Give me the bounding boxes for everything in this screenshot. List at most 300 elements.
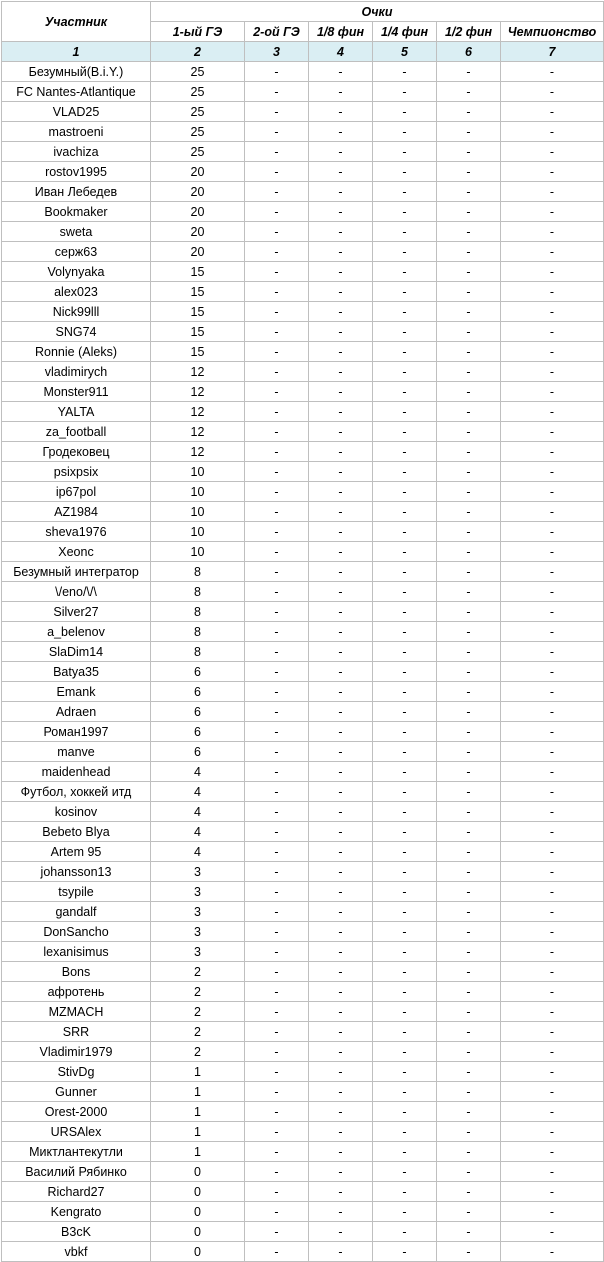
points-cell: - <box>501 762 604 782</box>
points-cell: - <box>309 902 373 922</box>
table-row <box>2 982 604 1002</box>
points-cell-group1: 20 <box>151 162 245 182</box>
points-cell: - <box>309 102 373 122</box>
points-cell: - <box>309 542 373 562</box>
points-cell: - <box>501 962 604 982</box>
participant-name: Миктлантекутли <box>2 1142 151 1162</box>
points-cell: - <box>309 362 373 382</box>
table-row <box>2 542 604 562</box>
points-cell: - <box>309 382 373 402</box>
points-cell: - <box>245 822 309 842</box>
table-row <box>2 282 604 302</box>
column-number-row <box>2 42 604 62</box>
points-cell: - <box>373 1202 437 1222</box>
table-row <box>2 842 604 862</box>
points-cell: - <box>373 102 437 122</box>
table-row <box>2 322 604 342</box>
points-cell: - <box>501 902 604 922</box>
stage-header-quarter: 1/4 фин <box>373 22 437 42</box>
points-cell: - <box>437 522 501 542</box>
points-cell-group1: 0 <box>151 1242 245 1262</box>
points-cell: - <box>437 1162 501 1182</box>
points-cell-group1: 3 <box>151 902 245 922</box>
points-cell: - <box>245 422 309 442</box>
points-cell: - <box>309 482 373 502</box>
points-cell: - <box>437 682 501 702</box>
table-row <box>2 1042 604 1062</box>
points-cell: - <box>437 482 501 502</box>
points-cell: - <box>373 1102 437 1122</box>
points-cell: - <box>245 1222 309 1242</box>
participant-name: SNG74 <box>2 322 151 342</box>
points-cell-group1: 6 <box>151 702 245 722</box>
points-cell: - <box>309 622 373 642</box>
points-cell: - <box>437 1042 501 1062</box>
points-cell: - <box>245 282 309 302</box>
points-cell-group1: 12 <box>151 422 245 442</box>
table-row <box>2 502 604 522</box>
points-cell: - <box>373 762 437 782</box>
points-cell: - <box>437 962 501 982</box>
points-cell: - <box>437 1142 501 1162</box>
table-row <box>2 82 604 102</box>
participant-name: johansson13 <box>2 862 151 882</box>
points-cell: - <box>437 162 501 182</box>
table-row <box>2 222 604 242</box>
points-cell: - <box>245 362 309 382</box>
points-cell: - <box>245 942 309 962</box>
participant-name: StivDg <box>2 1062 151 1082</box>
points-cell: - <box>373 162 437 182</box>
table-row <box>2 1062 604 1082</box>
points-cell: - <box>309 422 373 442</box>
points-cell: - <box>373 342 437 362</box>
points-cell: - <box>373 782 437 802</box>
table-row <box>2 1162 604 1182</box>
table-row <box>2 1202 604 1222</box>
points-cell: - <box>245 882 309 902</box>
points-cell: - <box>501 802 604 822</box>
points-cell: - <box>373 1082 437 1102</box>
points-cell: - <box>309 262 373 282</box>
stage-header-group1: 1-ый ГЭ <box>151 22 245 42</box>
points-cell: - <box>501 862 604 882</box>
points-cell: - <box>437 862 501 882</box>
points-cell: - <box>501 722 604 742</box>
points-cell: - <box>309 182 373 202</box>
points-cell-group1: 12 <box>151 362 245 382</box>
participant-name: DonSancho <box>2 922 151 942</box>
points-cell: - <box>437 782 501 802</box>
points-cell: - <box>437 222 501 242</box>
points-cell: - <box>245 1142 309 1162</box>
points-cell: - <box>373 1042 437 1062</box>
points-cell-group1: 6 <box>151 682 245 702</box>
points-cell: - <box>373 82 437 102</box>
points-cell-group1: 10 <box>151 542 245 562</box>
participant-name: vladimirych <box>2 362 151 382</box>
points-cell: - <box>501 1202 604 1222</box>
points-cell: - <box>437 602 501 622</box>
points-cell: - <box>309 1042 373 1062</box>
points-cell-group1: 4 <box>151 842 245 862</box>
points-cell: - <box>501 662 604 682</box>
points-cell: - <box>373 122 437 142</box>
points-cell-group1: 0 <box>151 1182 245 1202</box>
points-cell-group1: 12 <box>151 442 245 462</box>
points-cell-group1: 10 <box>151 522 245 542</box>
points-cell-group1: 20 <box>151 222 245 242</box>
table-row <box>2 902 604 922</box>
points-cell: - <box>309 1182 373 1202</box>
points-cell: - <box>245 442 309 462</box>
table-row <box>2 562 604 582</box>
points-cell: - <box>437 1062 501 1082</box>
points-cell: - <box>501 262 604 282</box>
standings-table <box>1 1 604 1262</box>
points-cell: - <box>373 922 437 942</box>
table-row <box>2 462 604 482</box>
points-cell: - <box>373 1242 437 1262</box>
points-cell-group1: 2 <box>151 1042 245 1062</box>
points-cell: - <box>245 562 309 582</box>
points-cell: - <box>309 82 373 102</box>
points-cell: - <box>501 882 604 902</box>
points-cell-group1: 25 <box>151 142 245 162</box>
points-cell: - <box>309 462 373 482</box>
points-cell-group1: 8 <box>151 602 245 622</box>
points-cell: - <box>309 522 373 542</box>
points-cell: - <box>501 1242 604 1262</box>
points-cell: - <box>437 982 501 1002</box>
points-cell-group1: 25 <box>151 122 245 142</box>
points-cell-group1: 3 <box>151 862 245 882</box>
points-cell: - <box>245 382 309 402</box>
table-row <box>2 302 604 322</box>
participant-name: MZMACH <box>2 1002 151 1022</box>
table-row <box>2 622 604 642</box>
points-cell: - <box>309 942 373 962</box>
points-cell: - <box>437 202 501 222</box>
points-cell: - <box>501 102 604 122</box>
points-cell: - <box>245 182 309 202</box>
table-row <box>2 1142 604 1162</box>
points-cell-group1: 12 <box>151 382 245 402</box>
points-cell: - <box>437 1082 501 1102</box>
table-row <box>2 782 604 802</box>
table-row <box>2 102 604 122</box>
points-cell: - <box>501 162 604 182</box>
table-row <box>2 642 604 662</box>
participant-name: серж63 <box>2 242 151 262</box>
points-cell: - <box>245 742 309 762</box>
points-cell: - <box>309 702 373 722</box>
points-cell: - <box>437 902 501 922</box>
points-cell: - <box>373 602 437 622</box>
points-cell: - <box>437 1122 501 1142</box>
points-cell: - <box>373 302 437 322</box>
points-cell: - <box>245 1082 309 1102</box>
points-cell: - <box>437 342 501 362</box>
table-row <box>2 482 604 502</box>
points-cell: - <box>245 342 309 362</box>
points-cell-group1: 20 <box>151 182 245 202</box>
stage-header-round16: 1/8 фин <box>309 22 373 42</box>
points-cell: - <box>437 322 501 342</box>
points-cell: - <box>501 782 604 802</box>
points-cell: - <box>501 622 604 642</box>
points-cell: - <box>309 62 373 82</box>
points-cell: - <box>437 502 501 522</box>
participant-name: Richard27 <box>2 1182 151 1202</box>
points-cell: - <box>437 1102 501 1122</box>
points-cell: - <box>437 882 501 902</box>
points-cell: - <box>309 982 373 1002</box>
points-cell: - <box>309 602 373 622</box>
points-cell: - <box>437 402 501 422</box>
points-cell: - <box>245 702 309 722</box>
points-cell: - <box>309 1122 373 1142</box>
points-cell-group1: 25 <box>151 82 245 102</box>
points-cell: - <box>501 462 604 482</box>
points-cell: - <box>437 1002 501 1022</box>
table-row <box>2 922 604 942</box>
points-cell: - <box>373 982 437 1002</box>
points-cell: - <box>373 962 437 982</box>
points-cell: - <box>309 1222 373 1242</box>
points-cell: - <box>245 582 309 602</box>
points-cell: - <box>245 122 309 142</box>
points-cell-group1: 0 <box>151 1162 245 1182</box>
points-cell: - <box>501 82 604 102</box>
points-cell: - <box>437 722 501 742</box>
participant-name: Bookmaker <box>2 202 151 222</box>
points-cell-group1: 25 <box>151 62 245 82</box>
points-cell: - <box>373 1182 437 1202</box>
points-cell: - <box>501 1042 604 1062</box>
points-cell-group1: 1 <box>151 1142 245 1162</box>
column-number: 6 <box>437 42 501 62</box>
points-cell: - <box>245 762 309 782</box>
points-cell: - <box>501 542 604 562</box>
points-cell: - <box>245 322 309 342</box>
points-cell: - <box>437 282 501 302</box>
points-cell: - <box>373 1142 437 1162</box>
points-cell-group1: 3 <box>151 922 245 942</box>
participant-name: rostov1995 <box>2 162 151 182</box>
points-cell: - <box>309 722 373 742</box>
participant-name: gandalf <box>2 902 151 922</box>
points-cell: - <box>501 142 604 162</box>
table-row <box>2 662 604 682</box>
participant-name: mastroeni <box>2 122 151 142</box>
participant-name: Kengrato <box>2 1202 151 1222</box>
points-cell: - <box>245 1022 309 1042</box>
points-cell: - <box>309 1002 373 1022</box>
table-row <box>2 522 604 542</box>
points-cell-group1: 4 <box>151 802 245 822</box>
points-cell: - <box>373 842 437 862</box>
points-cell-group1: 4 <box>151 762 245 782</box>
participant-name: \/eno/\/\ <box>2 582 151 602</box>
table-row <box>2 62 604 82</box>
points-cell: - <box>501 922 604 942</box>
points-cell: - <box>437 62 501 82</box>
points-cell: - <box>501 422 604 442</box>
participant-name: sheva1976 <box>2 522 151 542</box>
points-cell: - <box>501 562 604 582</box>
points-cell: - <box>245 1002 309 1022</box>
points-cell: - <box>501 702 604 722</box>
participant-name: psixpsix <box>2 462 151 482</box>
participant-name: URSAlex <box>2 1122 151 1142</box>
participant-name: lexanisimus <box>2 942 151 962</box>
points-cell: - <box>245 402 309 422</box>
points-cell: - <box>501 362 604 382</box>
table-row <box>2 362 604 382</box>
participant-name: manve <box>2 742 151 762</box>
participant-name: Emank <box>2 682 151 702</box>
points-cell: - <box>245 522 309 542</box>
participant-name: ip67pol <box>2 482 151 502</box>
points-cell: - <box>245 782 309 802</box>
stage-header-championship: Чемпионство <box>501 22 604 42</box>
stage-header-semi: 1/2 фин <box>437 22 501 42</box>
points-cell: - <box>437 142 501 162</box>
points-cell-group1: 25 <box>151 102 245 122</box>
points-cell-group1: 6 <box>151 662 245 682</box>
points-cell-group1: 8 <box>151 642 245 662</box>
table-row <box>2 262 604 282</box>
points-cell-group1: 6 <box>151 722 245 742</box>
points-cell: - <box>437 562 501 582</box>
table-row <box>2 802 604 822</box>
points-cell-group1: 2 <box>151 1022 245 1042</box>
points-cell: - <box>309 402 373 422</box>
participant-name: sweta <box>2 222 151 242</box>
points-cell: - <box>437 742 501 762</box>
table-row <box>2 422 604 442</box>
points-cell: - <box>437 922 501 942</box>
points-cell: - <box>501 1082 604 1102</box>
points-cell: - <box>309 502 373 522</box>
points-cell: - <box>245 662 309 682</box>
participant-name: Bebeto Blya <box>2 822 151 842</box>
points-cell: - <box>501 282 604 302</box>
table-row <box>2 582 604 602</box>
points-cell: - <box>437 842 501 862</box>
points-cell: - <box>309 1022 373 1042</box>
points-cell: - <box>309 842 373 862</box>
table-row <box>2 602 604 622</box>
points-cell: - <box>309 442 373 462</box>
points-cell: - <box>309 202 373 222</box>
points-cell: - <box>309 1082 373 1102</box>
points-cell-group1: 8 <box>151 582 245 602</box>
points-cell-group1: 4 <box>151 822 245 842</box>
table-row <box>2 862 604 882</box>
column-number: 5 <box>373 42 437 62</box>
points-cell: - <box>309 322 373 342</box>
points-cell: - <box>309 222 373 242</box>
participant-name: Футбол, хоккей итд <box>2 782 151 802</box>
points-cell: - <box>309 142 373 162</box>
points-cell-group1: 12 <box>151 402 245 422</box>
points-cell: - <box>501 382 604 402</box>
points-cell: - <box>437 1022 501 1042</box>
points-cell: - <box>309 562 373 582</box>
points-cell: - <box>373 802 437 822</box>
points-cell-group1: 3 <box>151 942 245 962</box>
points-cell: - <box>245 722 309 742</box>
column-number: 2 <box>151 42 245 62</box>
points-cell: - <box>373 582 437 602</box>
points-cell: - <box>309 1142 373 1162</box>
points-cell: - <box>245 1242 309 1262</box>
points-cell: - <box>309 782 373 802</box>
table-row <box>2 242 604 262</box>
points-cell: - <box>437 102 501 122</box>
points-cell: - <box>373 1022 437 1042</box>
participant-name: Nick99lll <box>2 302 151 322</box>
participant-name: Silver27 <box>2 602 151 622</box>
points-cell: - <box>501 1122 604 1142</box>
points-cell: - <box>373 322 437 342</box>
participant-name: Ronnie (Aleks) <box>2 342 151 362</box>
points-cell: - <box>437 762 501 782</box>
points-cell: - <box>373 862 437 882</box>
points-cell: - <box>437 802 501 822</box>
points-cell: - <box>309 802 373 822</box>
points-cell-group1: 20 <box>151 242 245 262</box>
points-cell: - <box>309 662 373 682</box>
participant-name: Роман1997 <box>2 722 151 742</box>
participant-rows <box>2 62 604 1262</box>
points-cell-group1: 0 <box>151 1202 245 1222</box>
table-row <box>2 1102 604 1122</box>
points-cell: - <box>245 502 309 522</box>
points-cell: - <box>245 1162 309 1182</box>
points-cell: - <box>501 942 604 962</box>
points-cell: - <box>309 1062 373 1082</box>
points-cell: - <box>373 482 437 502</box>
points-cell: - <box>309 282 373 302</box>
points-cell: - <box>245 302 309 322</box>
participant-name: Orest-2000 <box>2 1102 151 1122</box>
points-cell: - <box>245 842 309 862</box>
participant-name: maidenhead <box>2 762 151 782</box>
points-cell: - <box>373 522 437 542</box>
participant-name: Bons <box>2 962 151 982</box>
points-cell: - <box>437 942 501 962</box>
table-row <box>2 1022 604 1042</box>
points-cell: - <box>309 342 373 362</box>
points-cell: - <box>501 842 604 862</box>
points-cell: - <box>245 682 309 702</box>
points-cell-group1: 20 <box>151 202 245 222</box>
participant-name: Безумный(B.i.Y.) <box>2 62 151 82</box>
points-cell-group1: 8 <box>151 622 245 642</box>
table-row <box>2 342 604 362</box>
points-cell: - <box>245 982 309 1002</box>
participant-header: Участник <box>2 2 151 42</box>
points-cell: - <box>373 742 437 762</box>
points-cell: - <box>245 82 309 102</box>
participant-name: SRR <box>2 1022 151 1042</box>
points-cell: - <box>245 602 309 622</box>
points-cell: - <box>501 982 604 1002</box>
table-row <box>2 162 604 182</box>
